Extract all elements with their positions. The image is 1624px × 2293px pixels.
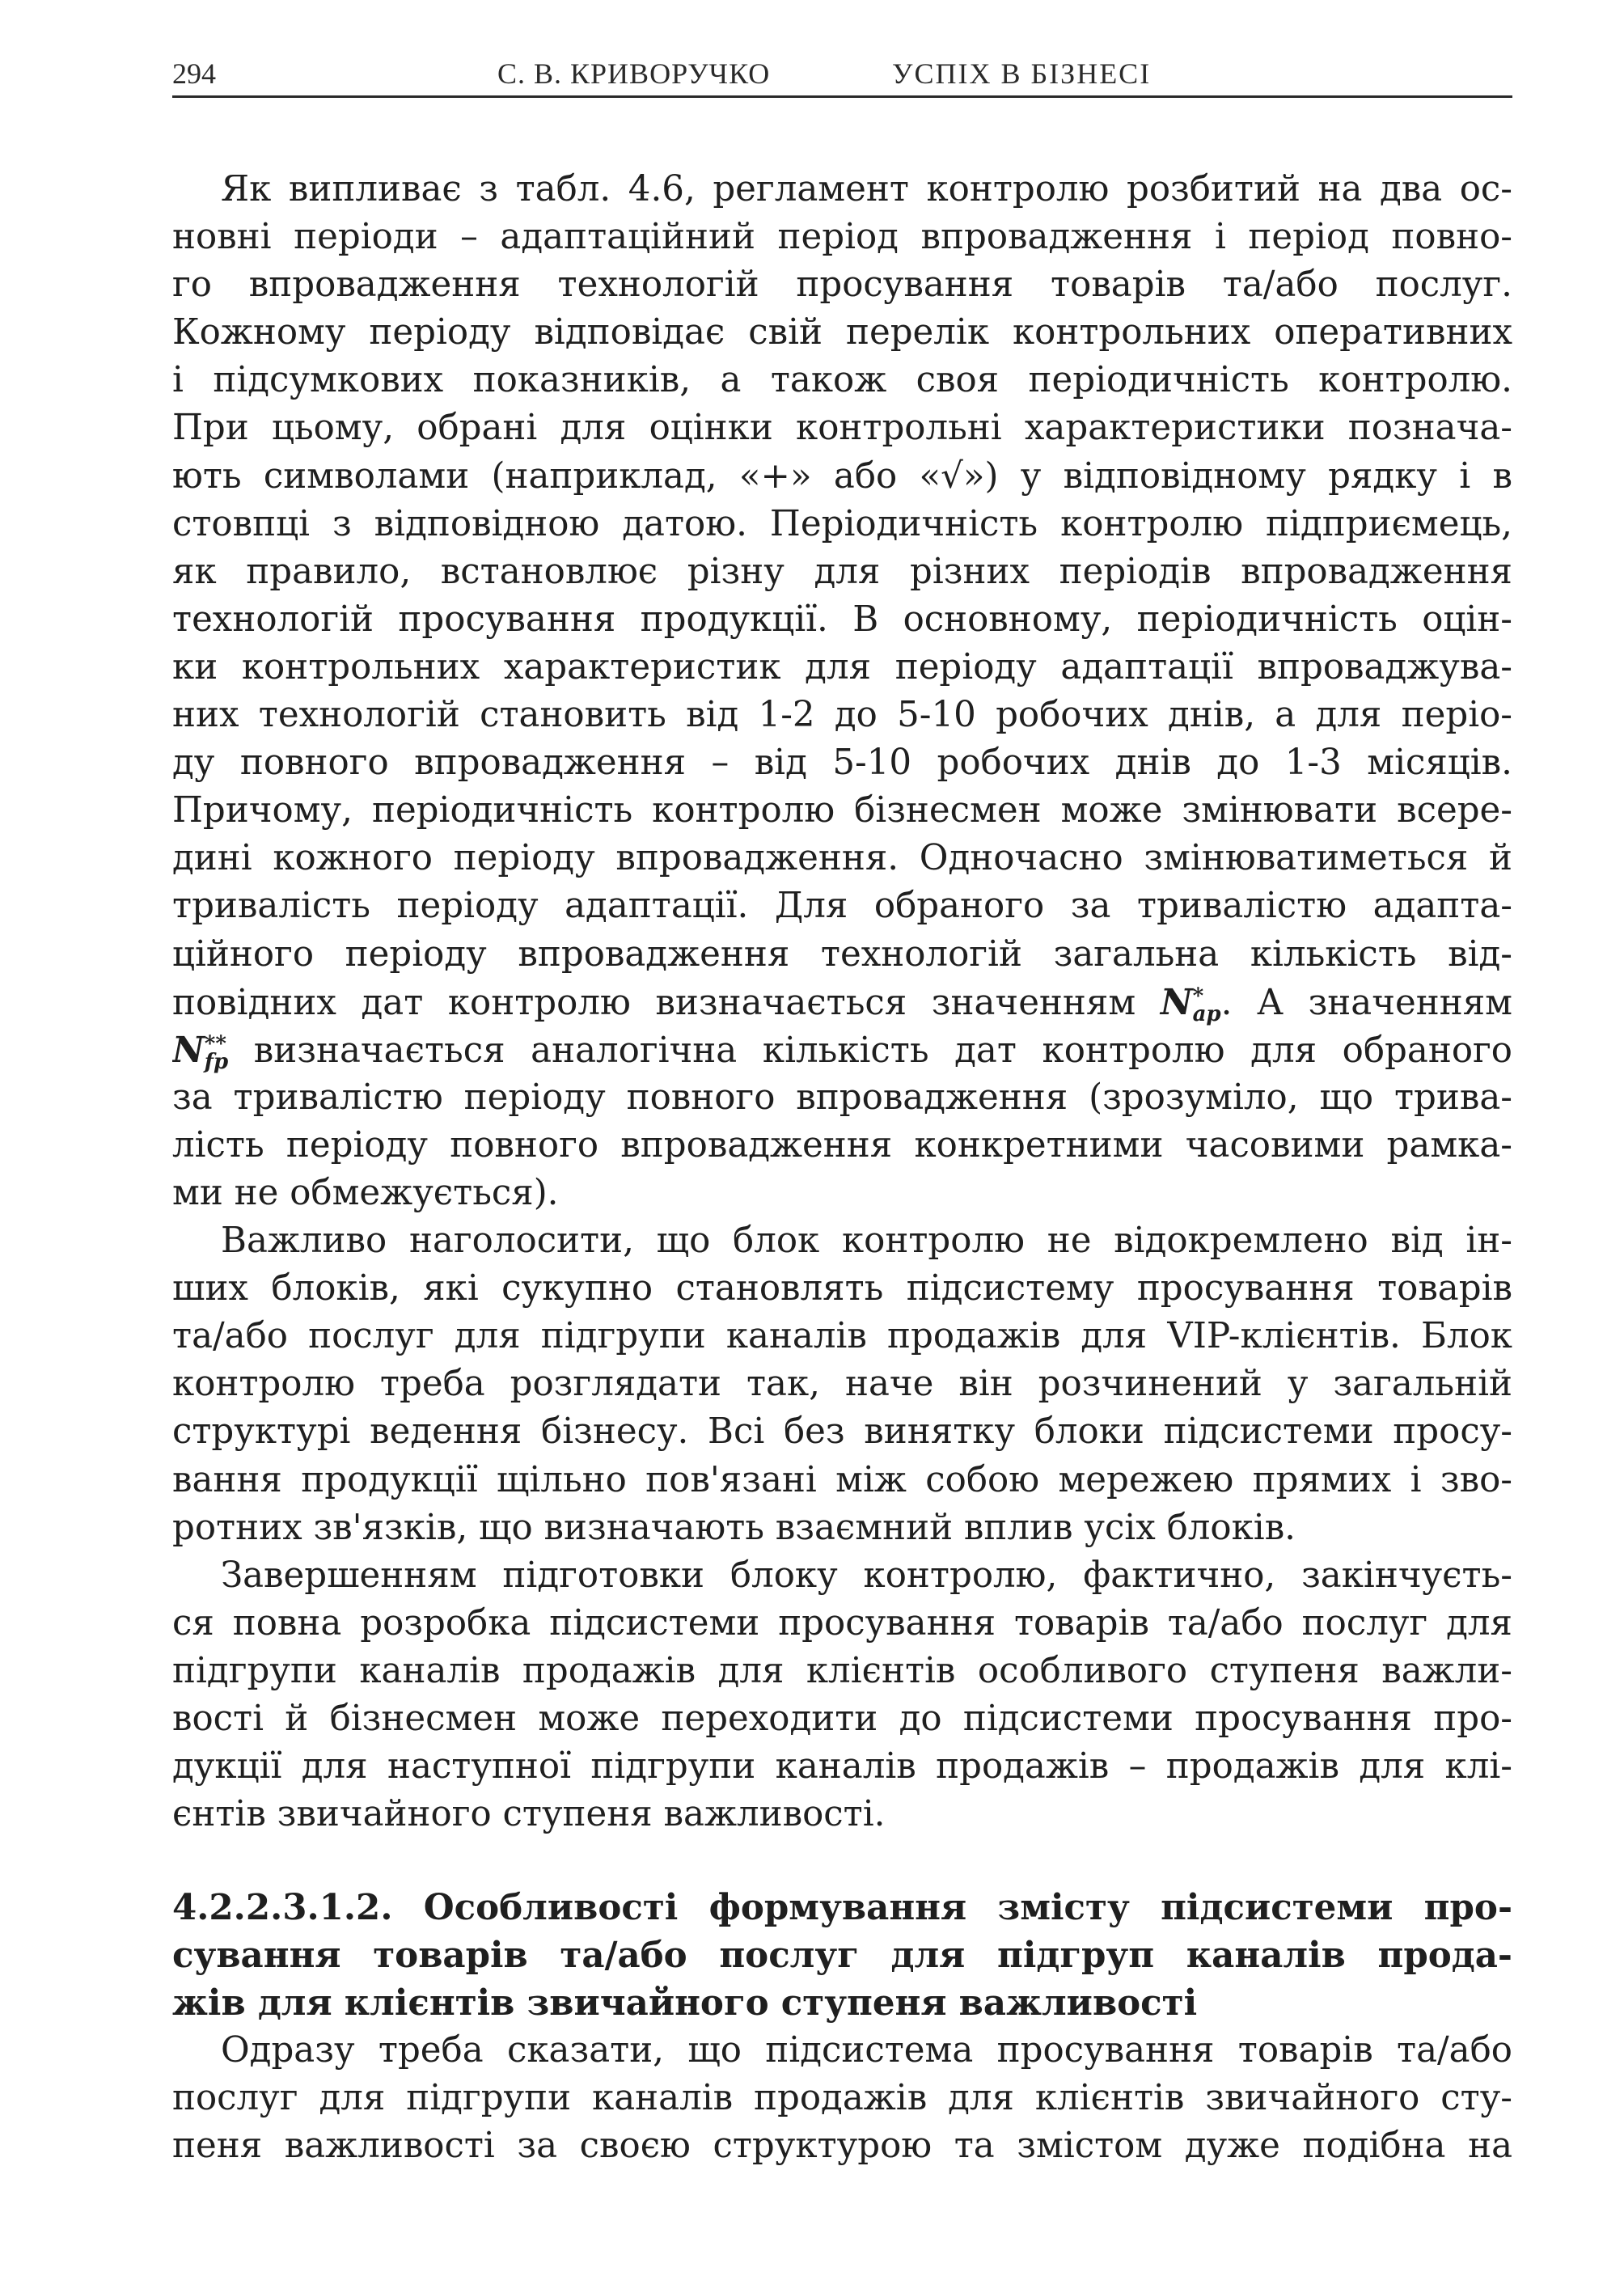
heading-line: 4.2.2.3.1.2. Особливості формування змісту підсистеми про- — [172, 1887, 1512, 1929]
text-line: дині кожного періоду впровадження. Одночасно змінюватиметься й — [172, 838, 1512, 879]
text-line-with-formula — [172, 1026, 1512, 1074]
text-line: них технологій становить від 1-2 до 5-10 робочих днів, а для періо- — [172, 695, 1512, 736]
text-line: Одразу треба сказати, що підсистема просування товарів та/або — [221, 2030, 1512, 2071]
text-line: Причому, періодичність контролю бізнесмен може змінювати всере- — [172, 790, 1512, 831]
paragraph-1 — [172, 166, 1512, 1217]
text-line: підгрупи каналів продажів для клієнтів особливого ступеня важли- — [172, 1650, 1512, 1691]
text-line: контролю треба розглядати так, наче він розчинений у загальній — [172, 1364, 1512, 1405]
heading-line: сування товарів та/або послуг для підгруп каналів прода- — [172, 1935, 1512, 1977]
text-line: ють символами (наприклад, «+» або «√») у відповідному рядку і в — [172, 455, 1512, 497]
body-text — [172, 166, 1512, 2171]
formula-sub: fp — [204, 1049, 229, 1074]
formula-n-ap — [1160, 981, 1221, 1026]
paragraph-2 — [172, 1217, 1512, 1552]
formula-sup: * — [1192, 984, 1204, 1009]
text-line: ційного періоду впровадження технологій загальна кількість від- — [172, 933, 1512, 975]
text-line: структурі ведення бізнесу. Всі без винятку блоки підсистеми просу- — [172, 1411, 1512, 1453]
header-book-title: УСПІХ В БІЗНЕСІ — [892, 57, 1152, 90]
page-number: 294 — [172, 57, 216, 90]
heading-line: жів для клієнтів звичайного ступеня важливості — [172, 1982, 1198, 2024]
text-line: ших блоків, які сукупно становлять підсистему просування товарів — [172, 1268, 1512, 1309]
text-fragment: визначається аналогічна кількість дат контролю для обраного — [253, 1030, 1512, 1071]
text-line: дукції для наступної підгрупи каналів продажів – продажів для клі- — [172, 1746, 1512, 1787]
text-line: ки контрольних характеристик для періоду адаптації впроваджува- — [172, 646, 1512, 687]
text-line: новні періоди – адаптаційний період впровадження і період повно- — [172, 217, 1512, 258]
text-fragment: повідних дат контролю визначається значенням — [172, 982, 1136, 1023]
formula-base: N — [172, 1029, 205, 1071]
formula-n-fp — [172, 1029, 229, 1074]
text-line: Важливо наголосити, що блок контролю не відокремлено від ін- — [221, 1221, 1512, 1262]
section-heading — [172, 1884, 1512, 2027]
text-line: ся повна розробка підсистеми просування товарів та/або послуг для — [172, 1602, 1512, 1644]
text-line: технологій просування продукції. В основному, періодичність оцін- — [172, 599, 1512, 640]
text-line: го впровадження технологій просування товарів та/або послуг. — [172, 264, 1512, 306]
paragraph-3 — [172, 1552, 1512, 1839]
text-line: тривалість періоду адаптації. Для обраного за тривалістю адапта- — [172, 886, 1512, 927]
text-line: як правило, встановлює різну для різних періодів впровадження — [172, 551, 1512, 592]
text-fragment: . А значенням — [1220, 982, 1512, 1023]
text-line: вості й бізнесмен може переходити до підсистеми просування про- — [172, 1699, 1512, 1739]
formula-sup: ** — [204, 1031, 226, 1056]
text-line: Кожному періоду відповідає свій перелік контрольних оперативних — [172, 312, 1512, 353]
text-line: ми не обмежується). — [172, 1172, 559, 1213]
text-line: пеня важливості за своєю структурою та змістом дуже подібна на — [172, 2126, 1512, 2167]
text-line: послуг для підгрупи каналів продажів для клієнтів звичайного сту- — [172, 2078, 1512, 2119]
text-line: вання продукції щільно пов'язані між собою мережею прямих і зво- — [172, 1459, 1512, 1500]
text-line: і підсумкових показників, а також своя періодичність контролю. — [172, 360, 1512, 401]
running-header — [172, 53, 1512, 98]
text-line: При цьому, обрані для оцінки контрольні характеристики познача- — [172, 408, 1512, 449]
formula-sub: ap — [1192, 1001, 1221, 1026]
text-line: лість періоду повного впровадження конкретними часовими рамка- — [172, 1124, 1512, 1166]
text-line: стовпці з відповідною датою. Періодичність контролю підприємець, — [172, 503, 1512, 544]
text-line: ротних зв'язків, що визначають взаємний вплив усіх блоків. — [172, 1507, 1296, 1548]
text-line: за тривалістю періоду повного впровадження (зрозуміло, що трива- — [172, 1077, 1512, 1118]
text-line: Як випливає з табл. 4.6, регламент контролю розбитий на два ос- — [221, 169, 1512, 209]
text-line-with-formula — [172, 979, 1512, 1026]
header-author: С. В. КРИВОРУЧКО — [497, 57, 771, 90]
paragraph-4 — [172, 2027, 1512, 2170]
text-line: єнтів звичайного ступеня важливості. — [172, 1794, 886, 1835]
text-line: та/або послуг для підгрупи каналів продажів для VIP-клієнтів. Блок — [172, 1316, 1512, 1357]
text-line: ду повного впровадження – від 5-10 робочих днів до 1-3 місяців. — [172, 742, 1512, 784]
formula-base: N — [1160, 981, 1193, 1023]
text-line: Завершенням підготовки блоку контролю, фактично, закінчуєть- — [221, 1555, 1512, 1596]
